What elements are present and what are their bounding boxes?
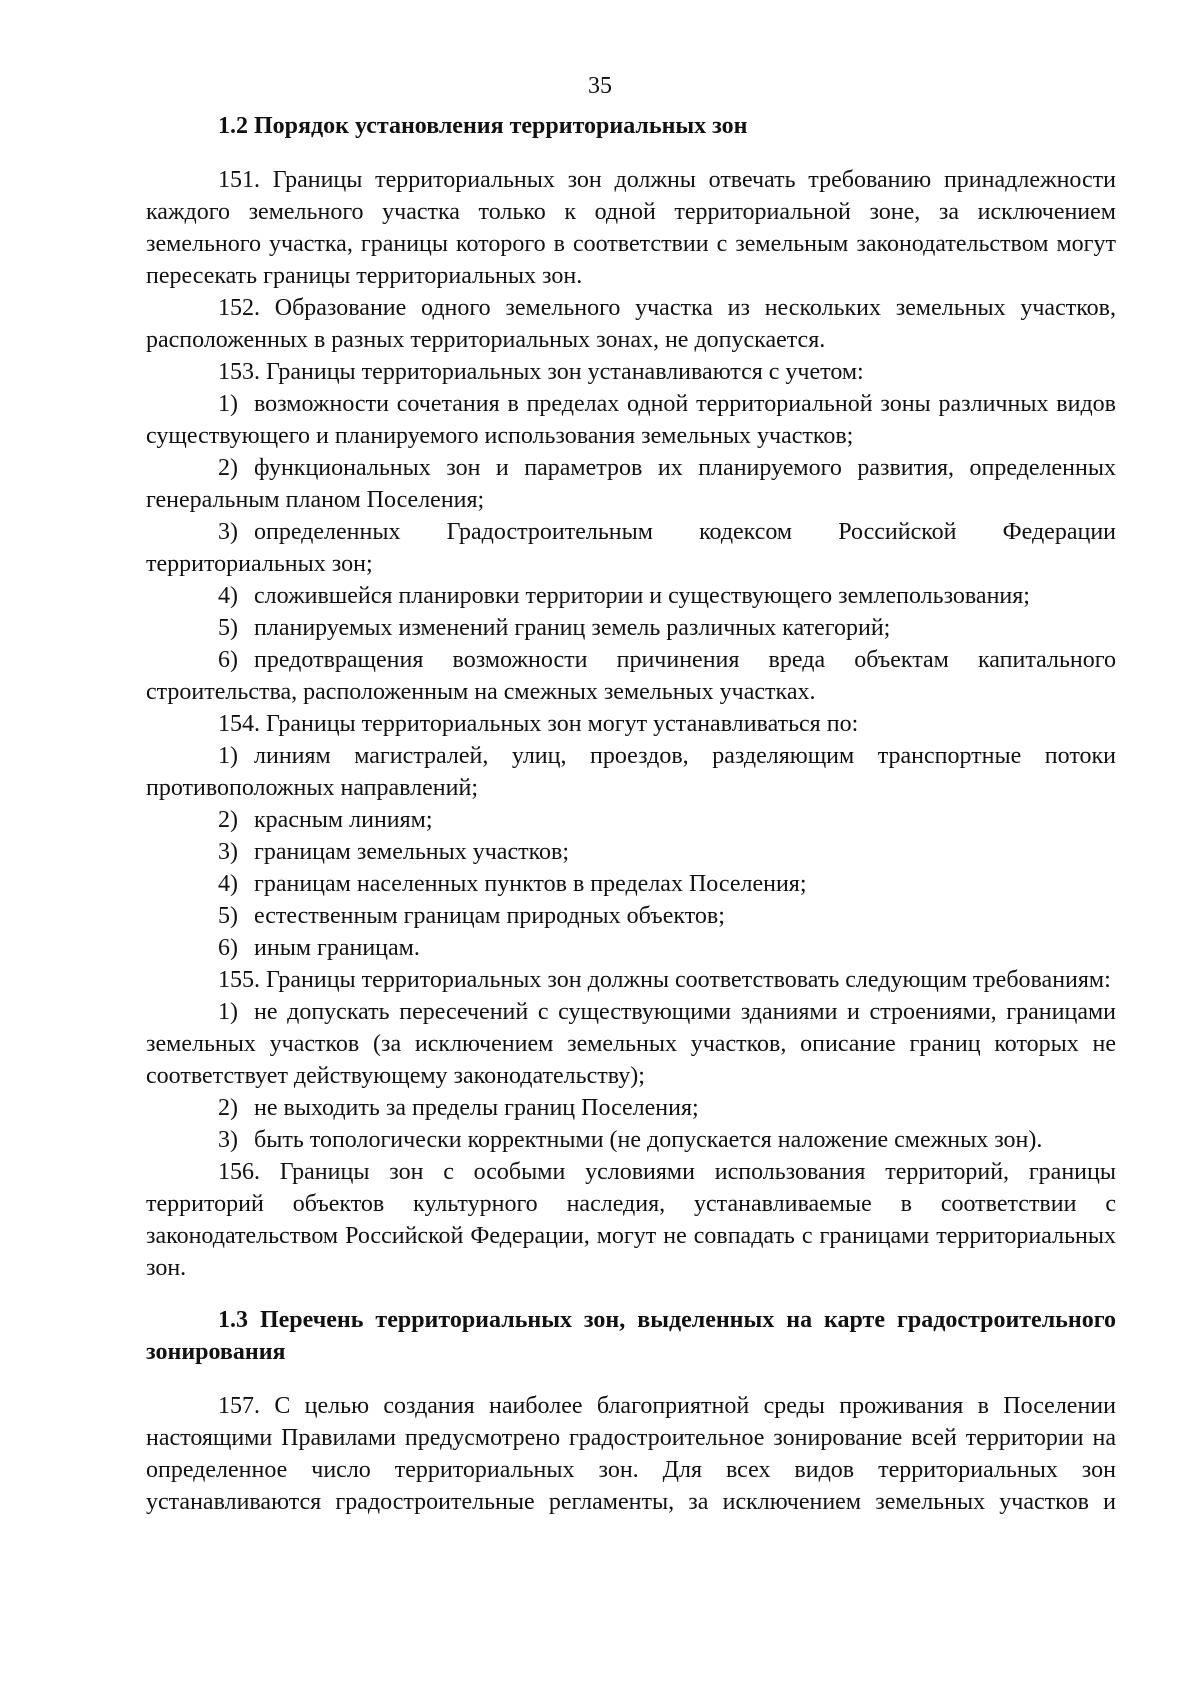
section-heading-1-3: 1.3 Перечень территориальных зон, выделенных на карте градостроительного зонирования	[146, 1307, 1116, 1365]
list-item	[146, 1092, 1116, 1124]
list-item-number: 1)	[218, 391, 238, 417]
list-item-text: не допускать пересечений с существующими зданиями и строениями, границами земельных участков (за исключением земельных участков, описание границ которых не соответствует действующему законодательству);	[146, 999, 1116, 1089]
list-item-number: 6)	[218, 935, 238, 961]
paragraph-155: 155. Границы территориальных зон должны соответствовать следующим требованиям:	[218, 967, 1111, 993]
list-item-text: границам населенных пунктов в пределах Поселения;	[254, 871, 807, 897]
list-153	[146, 388, 1116, 708]
list-154	[146, 740, 1116, 964]
section-heading-1-2: 1.2 Порядок установления территориальных зон	[218, 113, 748, 139]
page-content	[146, 110, 1116, 1518]
list-item	[146, 1124, 1116, 1156]
list-item-text: предотвращения возможности причинения вреда объектам капитального строительства, расположенным на смежных земельных участках.	[146, 647, 1116, 705]
list-item	[146, 516, 1116, 580]
list-155	[146, 996, 1116, 1156]
list-item	[146, 996, 1116, 1092]
list-item	[146, 644, 1116, 708]
paragraph-151: 151. Границы территориальных зон должны отвечать требованию принадлежности каждого земельного участка только к одной территориальной зоне, за исключением земельного участка, границы которого в соответствии с земельным законодательством могут пересекать границы территориальных зон.	[146, 167, 1116, 289]
list-item-number: 2)	[218, 455, 238, 481]
list-item-number: 6)	[218, 647, 238, 673]
paragraph-156: 156. Границы зон с особыми условиями использования территорий, границы территорий объектов культурного наследия, устанавливаемые в соответствии с законодательством Российской Федерации, могут не совпадать с границами территориальных зон.	[146, 1159, 1116, 1281]
list-item-text: естественным границам природных объектов;	[254, 903, 725, 929]
list-item-number: 1)	[218, 999, 238, 1025]
page-number: 35	[588, 73, 612, 99]
list-item-number: 2)	[218, 1095, 238, 1121]
list-item	[146, 388, 1116, 452]
list-item-number: 4)	[218, 583, 238, 609]
list-item	[146, 932, 1116, 964]
list-item-text: линиям магистралей, улиц, проездов, разделяющим транспортные потоки противоположных направлений;	[146, 743, 1116, 801]
list-item-number: 5)	[218, 903, 238, 929]
list-item-number: 1)	[218, 743, 238, 769]
list-item	[146, 452, 1116, 516]
list-item-text: возможности сочетания в пределах одной территориальной зоны различных видов существующего и планируемого использования земельных участков;	[146, 391, 1116, 449]
list-item-number: 3)	[218, 519, 238, 545]
list-item	[146, 804, 1116, 836]
list-item-text: определенных Градостроительным кодексом Российской Федерации территориальных зон;	[146, 519, 1116, 577]
list-item	[146, 836, 1116, 868]
list-item-text: быть топологически корректными (не допускается наложение смежных зон).	[254, 1127, 1043, 1153]
paragraph-157: 157. С целью создания наиболее благоприятной среды проживания в Поселении настоящими Правилами предусмотрено градостроительное зонирование всей территории на определенное число территориальных зон. Для всех видов территориальных зон устанавливаются градостроительные регламенты, за исключением земельных участков и	[146, 1393, 1116, 1515]
list-item	[146, 740, 1116, 804]
list-item-number: 3)	[218, 1127, 238, 1153]
list-item	[146, 868, 1116, 900]
list-item-number: 4)	[218, 871, 238, 897]
list-item-text: красным линиям;	[254, 807, 433, 833]
list-item	[146, 612, 1116, 644]
list-item-text: не выходить за пределы границ Поселения;	[254, 1095, 699, 1121]
list-item-text: планируемых изменений границ земель различных категорий;	[254, 615, 891, 641]
list-item	[146, 580, 1116, 612]
paragraph-152: 152. Образование одного земельного участка из нескольких земельных участков, расположенных в разных территориальных зонах, не допускается.	[146, 295, 1116, 353]
list-item-number: 2)	[218, 807, 238, 833]
list-item-text: иным границам.	[254, 935, 420, 961]
list-item-text: границам земельных участков;	[254, 839, 570, 865]
list-item-number: 5)	[218, 615, 238, 641]
paragraph-153: 153. Границы территориальных зон устанавливаются с учетом:	[218, 359, 864, 385]
paragraph-154: 154. Границы территориальных зон могут устанавливаться по:	[218, 711, 859, 737]
list-item	[146, 900, 1116, 932]
list-item-text: функциональных зон и параметров их планируемого развития, определенных генеральным планом Поселения;	[146, 455, 1116, 513]
list-item-number: 3)	[218, 839, 238, 865]
list-item-text: сложившейся планировки территории и существующего землепользования;	[254, 583, 1030, 609]
